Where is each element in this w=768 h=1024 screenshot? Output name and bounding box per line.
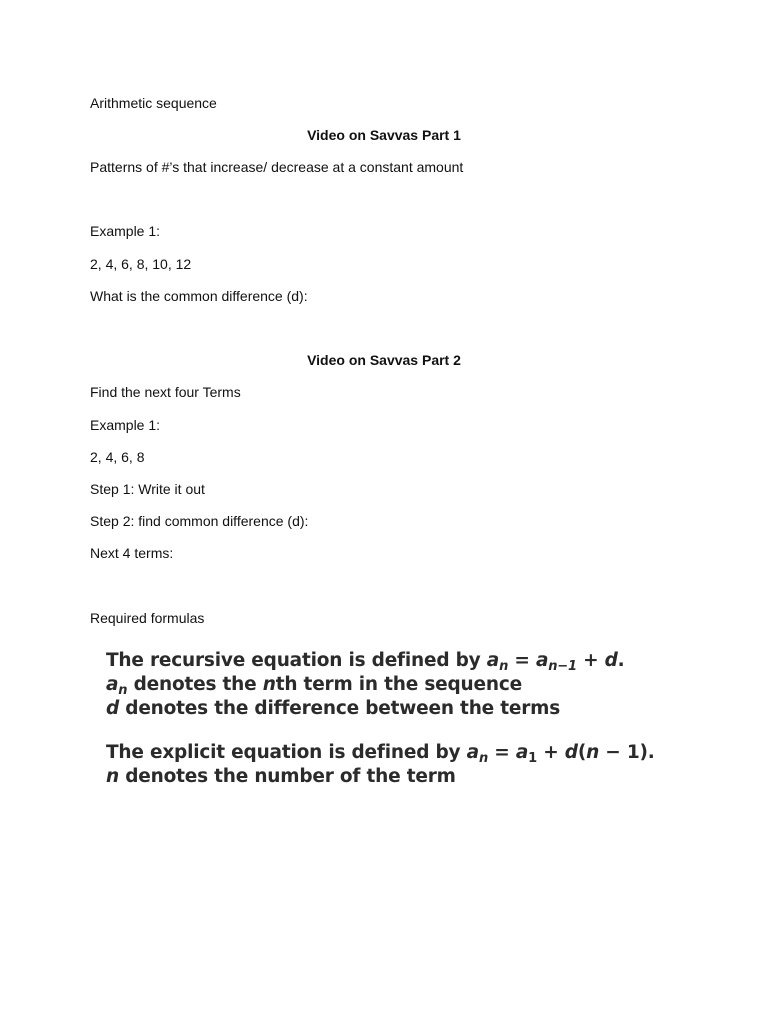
an-definition-line bbox=[106, 673, 655, 697]
sub-n: n bbox=[499, 659, 509, 674]
explicit-tail: − 1). bbox=[599, 742, 655, 763]
formula-image bbox=[106, 649, 655, 789]
part2-example-label: Example 1: bbox=[90, 417, 161, 433]
sub-n: n bbox=[118, 683, 128, 698]
part1-question: What is the common difference (d): bbox=[90, 288, 308, 304]
explicit-intro: The explicit equation is defined by bbox=[106, 742, 467, 763]
formulas-label: Required formulas bbox=[90, 610, 205, 626]
part2-heading: Video on Savvas Part 2 bbox=[307, 352, 461, 368]
var-a: a bbox=[515, 742, 529, 763]
var-d: d bbox=[106, 698, 120, 719]
n-text: denotes the number of the term bbox=[118, 766, 456, 787]
var-a: a bbox=[106, 674, 119, 695]
step2-text: Step 2: find common difference (d): bbox=[90, 513, 309, 529]
explicit-equation-line bbox=[106, 741, 655, 765]
part1-definition: Patterns of #’s that increase/ decrease at a constant amount bbox=[90, 159, 464, 175]
recursive-equation-line bbox=[106, 649, 655, 673]
d-definition-line bbox=[106, 697, 655, 721]
var-n: n bbox=[262, 674, 276, 695]
next-terms-text: Next 4 terms: bbox=[90, 545, 174, 561]
var-n: n bbox=[106, 766, 119, 787]
sub-n-minus-1: n−1 bbox=[548, 659, 577, 674]
recursive-intro: The recursive equation is defined by bbox=[106, 650, 487, 671]
plus-sign: + bbox=[576, 650, 605, 671]
paren: ( bbox=[577, 742, 587, 763]
plus-sign: + bbox=[536, 742, 565, 763]
part1-heading: Video on Savvas Part 1 bbox=[307, 127, 461, 143]
var-a: a bbox=[535, 650, 549, 671]
equals-sign: = bbox=[508, 650, 536, 671]
part1-sequence: 2, 4, 6, 8, 10, 12 bbox=[90, 256, 192, 272]
sub-1: 1 bbox=[528, 751, 537, 766]
doc-title: Arithmetic sequence bbox=[90, 95, 217, 111]
part2-sequence: 2, 4, 6, 8 bbox=[90, 449, 145, 465]
d-text: denotes the difference between the terms bbox=[119, 698, 561, 719]
spacer bbox=[106, 721, 655, 741]
an-text: th term in the sequence bbox=[275, 674, 522, 695]
an-text: denotes the bbox=[127, 674, 263, 695]
n-definition-line bbox=[106, 765, 655, 789]
var-d: d bbox=[564, 742, 578, 763]
sub-n: n bbox=[478, 751, 489, 766]
part1-example-label: Example 1: bbox=[90, 223, 161, 239]
var-n: n bbox=[586, 742, 600, 763]
var-a: a bbox=[466, 742, 479, 763]
equals-sign: = bbox=[488, 742, 516, 763]
period: . bbox=[617, 650, 625, 671]
var-a: a bbox=[486, 650, 500, 671]
step1-text: Step 1: Write it out bbox=[90, 481, 205, 497]
var-d: d bbox=[604, 650, 618, 671]
part2-task: Find the next four Terms bbox=[90, 384, 241, 400]
